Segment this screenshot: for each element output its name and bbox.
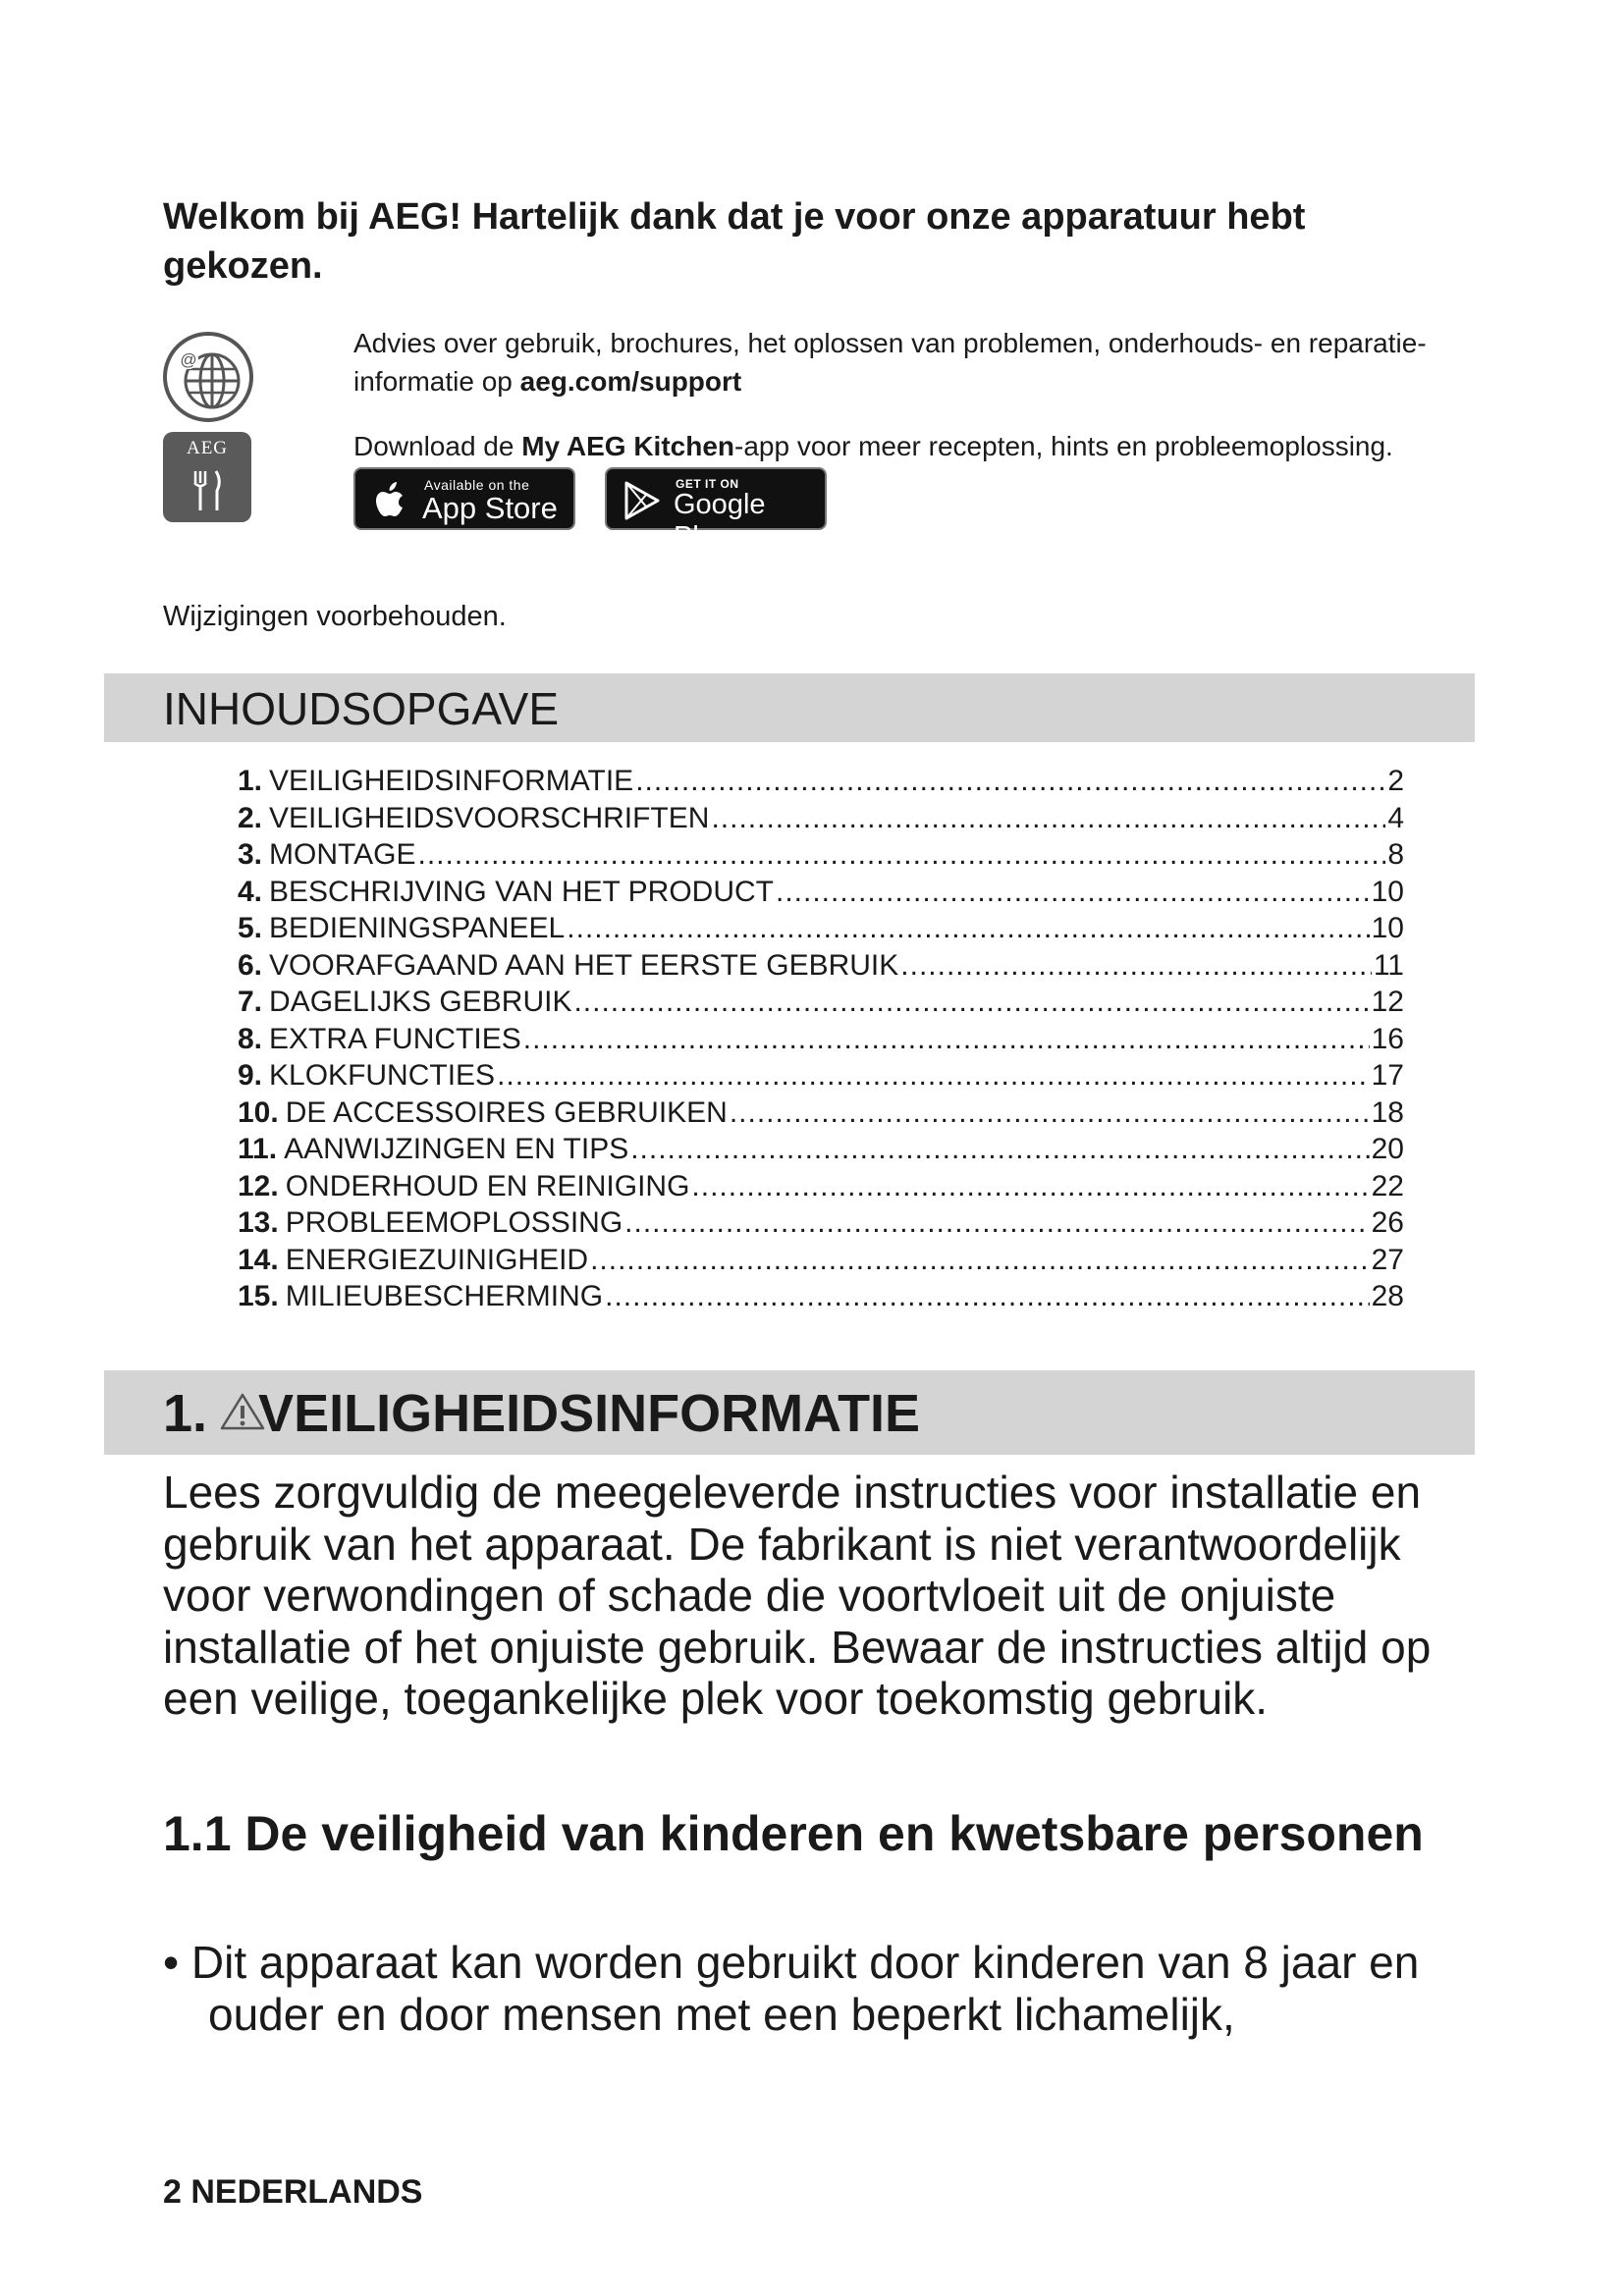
toc-item-page: 4: [1387, 801, 1404, 834]
toc-item[interactable]: [238, 984, 1404, 1021]
toc-item-label: DE ACCESSOIRES GEBRUIKEN: [285, 1095, 728, 1129]
play-icon: [623, 481, 662, 520]
page-footer: 2 NEDERLANDS: [163, 2173, 423, 2211]
app-store-label: App Store: [422, 491, 558, 525]
section-1-number: 1.: [163, 1384, 208, 1443]
toc-leader-dots: [730, 1095, 1370, 1132]
app-text-before: Download de: [353, 431, 522, 461]
toc-leader-dots: [711, 800, 1385, 837]
toc-item-number: 12.: [238, 1169, 279, 1202]
toc-leader-dots: [605, 1278, 1370, 1315]
toc-item[interactable]: [238, 1057, 1404, 1095]
toc-item[interactable]: [238, 947, 1404, 985]
toc-item[interactable]: [238, 910, 1404, 947]
toc-item-page: 16: [1371, 1022, 1404, 1055]
toc-leader-dots: [691, 1168, 1369, 1205]
table-of-contents: [238, 763, 1404, 1315]
toc-item-label: MONTAGE: [269, 838, 416, 871]
app-name: My AEG Kitchen: [521, 431, 735, 461]
toc-item-page: 10: [1371, 875, 1404, 908]
toc-item[interactable]: [238, 1278, 1404, 1315]
globe-support-icon: [161, 330, 255, 424]
support-text: Advies over gebruik, brochures, het oplossen van problemen, onderhouds- en reparatie-informatie op: [353, 328, 1427, 397]
support-info: [353, 324, 1483, 400]
toc-item-label: ONDERHOUD EN REINIGING: [285, 1169, 690, 1202]
cutlery-icon: [189, 469, 225, 512]
toc-item-label: VEILIGHEIDSINFORMATIE: [269, 765, 634, 797]
section-1-title-text: VEILIGHEIDSINFORMATIE: [258, 1384, 921, 1443]
toc-item-number: 9.: [238, 1059, 263, 1092]
google-play-small-label: GET IT ON: [676, 477, 739, 491]
toc-leader-dots: [624, 1204, 1369, 1242]
aeg-brand-label: AEG: [186, 438, 229, 458]
toc-item-number: 6.: [238, 948, 263, 982]
toc-item-number: 1.: [238, 765, 263, 797]
toc-leader-dots: [900, 947, 1372, 985]
toc-item-number: 3.: [238, 838, 263, 871]
toc-item-number: 4.: [238, 875, 263, 908]
child-safety-bullet: • Dit apparaat kan worden gebruikt door kinderen van 8 jaar en ouder en door mensen met een beperkt lichamelijk,: [163, 1937, 1420, 2040]
toc-item-number: 15.: [238, 1280, 279, 1312]
section-1-header-band: [104, 1370, 1475, 1455]
toc-item[interactable]: [238, 800, 1404, 837]
section-1-title: [163, 1384, 920, 1443]
toc-item-page: 8: [1387, 838, 1404, 871]
toc-item[interactable]: [238, 1131, 1404, 1168]
toc-item-label: VOORAFGAAND AAN HET EERSTE GEBRUIK: [269, 948, 899, 982]
toc-item-number: 7.: [238, 986, 263, 1018]
toc-item-label: EXTRA FUNCTIES: [269, 1022, 521, 1055]
app-store-badge[interactable]: [353, 467, 575, 530]
toc-item[interactable]: [238, 1242, 1404, 1279]
toc-item-label: AANWIJZINGEN EN TIPS: [284, 1133, 629, 1165]
toc-item-number: 8.: [238, 1022, 263, 1055]
toc-item[interactable]: [238, 1204, 1404, 1242]
toc-item-page: 12: [1371, 986, 1404, 1018]
child-safety-heading: 1.1 De veiligheid van kinderen en kwetsbare personen: [163, 1806, 1424, 1861]
toc-item-number: 11.: [238, 1133, 278, 1165]
toc-item[interactable]: [238, 1168, 1404, 1205]
toc-leader-dots: [567, 910, 1369, 947]
toc-item-page: 18: [1371, 1095, 1404, 1129]
toc-item-page: 26: [1371, 1206, 1404, 1239]
toc-item-number: 14.: [238, 1243, 279, 1276]
app-download-text: [353, 427, 1532, 465]
toc-item-label: MILIEUBESCHERMING: [285, 1280, 604, 1312]
toc-leader-dots: [497, 1057, 1370, 1095]
toc-leader-dots: [590, 1242, 1370, 1279]
toc-item-label: ENERGIEZUINIGHEID: [285, 1243, 589, 1276]
google-play-label: Google Play: [674, 489, 766, 553]
changes-notice: Wijzigingen voorbehouden.: [163, 601, 507, 632]
welcome-heading: Welkom bij AEG! Hartelijk dank dat je voor onze apparatuur hebt gekozen.: [163, 196, 1306, 287]
svg-text:@: @: [180, 350, 197, 369]
toc-item-page: 22: [1371, 1169, 1404, 1202]
toc-item-number: 5.: [238, 912, 263, 944]
toc-item[interactable]: [238, 1021, 1404, 1058]
toc-item-label: KLOKFUNCTIES: [269, 1059, 496, 1092]
toc-item[interactable]: [238, 1095, 1404, 1132]
safety-intro-paragraph: Lees zorgvuldig de meegeleverde instructies voor installatie en gebruik van het apparaat. De fabrikant is niet verantwoordelijk voor verwondingen of schade die voortvloeit uit de onjuiste installatie of het onjuiste gebruik. Bewaar de instructies altijd op een veilige, toegankelijke plek voor toekomstig gebruik.: [163, 1467, 1432, 1724]
toc-item-page: 27: [1371, 1243, 1404, 1276]
app-store-small-label: Available on the: [424, 477, 530, 493]
toc-item-label: DAGELIJKS GEBRUIK: [269, 986, 572, 1018]
support-link[interactable]: aeg.com/support: [519, 366, 742, 397]
toc-header-band: [104, 673, 1475, 742]
toc-item-label: BESCHRIJVING VAN HET PRODUCT: [269, 875, 774, 908]
toc-item-page: 28: [1371, 1280, 1404, 1312]
apple-icon: [371, 481, 412, 522]
toc-item[interactable]: [238, 763, 1404, 800]
toc-leader-dots: [776, 874, 1370, 911]
toc-item[interactable]: [238, 836, 1404, 874]
toc-item-number: 13.: [238, 1206, 279, 1239]
toc-item-label: BEDIENINGSPANEEL: [269, 912, 566, 944]
toc-title: INHOUDSOPGAVE: [163, 683, 559, 734]
toc-item[interactable]: [238, 874, 1404, 911]
toc-item-label: VEILIGHEIDSVOORSCHRIFTEN: [269, 801, 710, 834]
toc-item-number: 10.: [238, 1095, 279, 1129]
toc-item-page: 20: [1371, 1133, 1404, 1165]
toc-item-page: 11: [1373, 948, 1404, 982]
toc-item-page: 17: [1371, 1059, 1404, 1092]
toc-leader-dots: [417, 836, 1385, 874]
app-text-after: -app voor meer recepten, hints en probleemoplossing.: [734, 431, 1393, 461]
toc-item-page: 10: [1371, 912, 1404, 944]
aeg-kitchen-app-icon: [163, 432, 251, 522]
google-play-badge[interactable]: [605, 467, 827, 553]
toc-leader-dots: [573, 984, 1369, 1021]
toc-item-label: PROBLEEMOPLOSSING: [285, 1206, 623, 1239]
toc-leader-dots: [630, 1131, 1369, 1168]
toc-item-number: 2.: [238, 801, 263, 834]
toc-item-page: 2: [1387, 765, 1404, 797]
toc-leader-dots: [635, 763, 1385, 800]
toc-leader-dots: [523, 1021, 1370, 1058]
